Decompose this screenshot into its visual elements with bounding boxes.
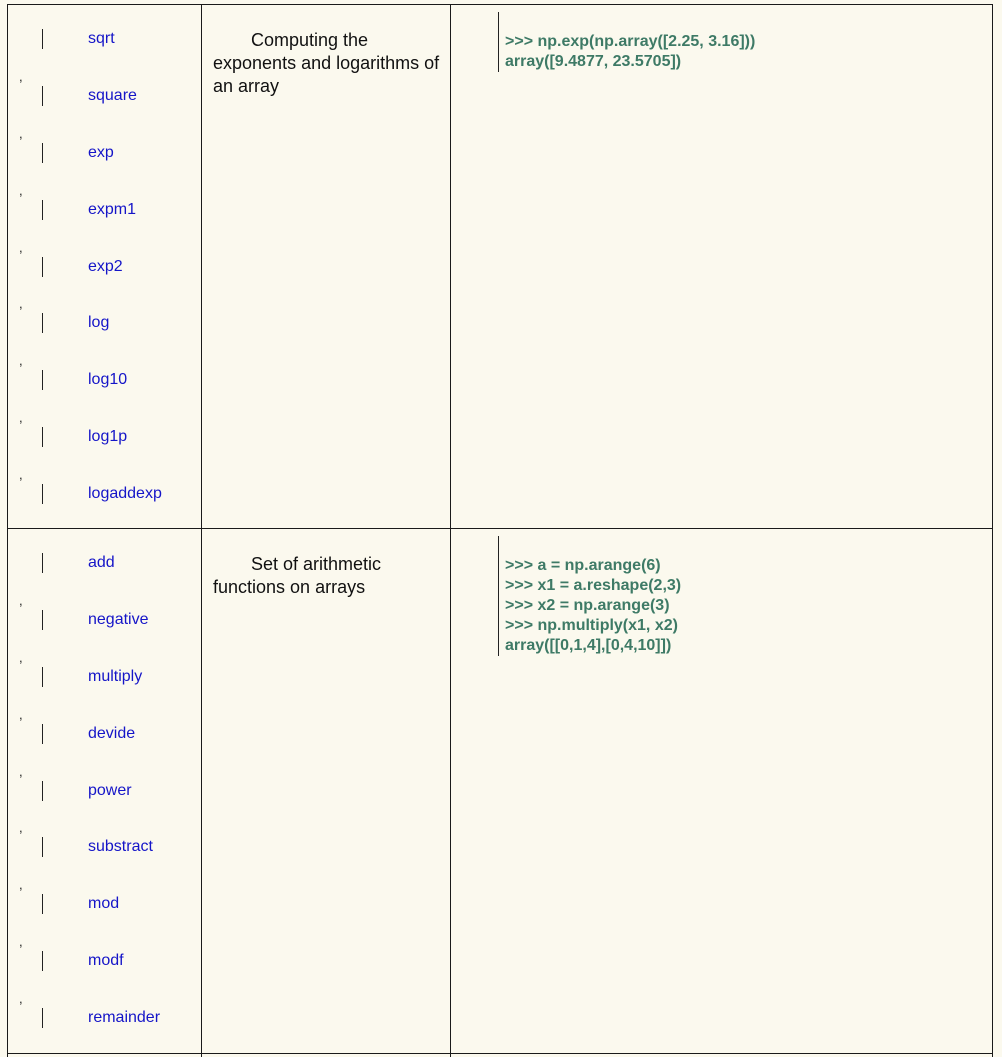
list-separator: , xyxy=(19,991,23,1006)
list-item-marker xyxy=(42,313,43,333)
code-example xyxy=(498,12,755,72)
code-line: >>> np.exp(np.array([2.25, 3.16])) xyxy=(505,33,756,50)
list-item xyxy=(8,593,201,632)
list-item xyxy=(8,126,201,165)
list-separator: , xyxy=(19,934,23,949)
list-item-marker xyxy=(42,86,43,106)
code-line: >>> np.multiply(x1, x2) xyxy=(505,617,678,634)
function-link-sqrt[interactable]: sqrt xyxy=(88,30,115,47)
code-example xyxy=(498,536,681,656)
list-item-marker xyxy=(42,667,43,687)
list-separator: , xyxy=(19,877,23,892)
list-item xyxy=(8,183,201,222)
list-separator: , xyxy=(19,69,23,84)
function-link-substract[interactable]: substract xyxy=(88,838,153,855)
list-item-marker xyxy=(42,951,43,971)
list-item-marker xyxy=(42,257,43,277)
list-item-marker xyxy=(42,29,43,49)
list-item xyxy=(8,707,201,746)
list-item xyxy=(8,820,201,859)
list-item xyxy=(8,69,201,108)
code-line: >>> x1 = a.reshape(2,3) xyxy=(505,577,682,594)
list-item xyxy=(8,877,201,916)
function-link-modf[interactable]: modf xyxy=(88,952,124,969)
function-link-log[interactable]: log xyxy=(88,314,110,331)
list-separator: , xyxy=(19,593,23,608)
list-item-marker xyxy=(42,837,43,857)
code-line: array([9.4877, 23.5705]) xyxy=(505,53,682,70)
list-item-marker xyxy=(42,370,43,390)
function-list xyxy=(8,5,201,528)
table-row xyxy=(8,529,992,1053)
row-description: Set of arithmetic functions on arrays xyxy=(213,554,382,597)
list-separator: , xyxy=(19,707,23,722)
list-item xyxy=(8,991,201,1030)
list-item xyxy=(8,764,201,803)
list-item xyxy=(8,240,201,279)
list-separator: , xyxy=(19,764,23,779)
function-link-mod[interactable]: mod xyxy=(88,895,120,912)
function-link-power[interactable]: power xyxy=(88,782,132,799)
function-list xyxy=(8,529,201,1053)
function-link-add[interactable]: add xyxy=(88,554,115,571)
list-item xyxy=(8,553,201,575)
list-item-marker xyxy=(42,484,43,504)
code-line: >>> a = np.arange(6) xyxy=(505,557,661,574)
list-item-marker xyxy=(42,427,43,447)
list-separator: , xyxy=(19,126,23,141)
function-link-exp[interactable]: exp xyxy=(88,144,114,161)
list-item xyxy=(8,353,201,392)
code-line: array([[0,1,4],[0,4,10]]) xyxy=(505,637,672,654)
table-bottom-border xyxy=(7,1053,993,1054)
function-link-negative[interactable]: negative xyxy=(88,611,149,628)
function-link-square[interactable]: square xyxy=(88,87,137,104)
list-separator: , xyxy=(19,650,23,665)
list-item-marker xyxy=(42,553,43,573)
function-link-expm1[interactable]: expm1 xyxy=(88,201,137,218)
list-item-marker xyxy=(42,143,43,163)
list-item xyxy=(8,650,201,689)
list-separator: , xyxy=(19,820,23,835)
list-separator: , xyxy=(19,183,23,198)
table-right-border xyxy=(992,4,993,1057)
list-item-marker xyxy=(42,1008,43,1028)
list-item xyxy=(8,934,201,973)
list-separator: , xyxy=(19,353,23,368)
list-item xyxy=(8,410,201,449)
list-item-marker xyxy=(42,724,43,744)
list-item-marker xyxy=(42,894,43,914)
function-link-devide[interactable]: devide xyxy=(88,725,136,742)
function-link-remainder[interactable]: remainder xyxy=(88,1009,161,1026)
list-separator: , xyxy=(19,240,23,255)
function-link-logaddexp[interactable]: logaddexp xyxy=(88,485,162,502)
list-item-marker xyxy=(42,200,43,220)
list-item xyxy=(8,29,201,51)
table-row xyxy=(8,5,992,528)
list-separator: , xyxy=(19,467,23,482)
list-item xyxy=(8,467,201,506)
function-link-exp2[interactable]: exp2 xyxy=(88,258,123,275)
list-item xyxy=(8,296,201,335)
row-description: Computing the exponents and logarithms of an array xyxy=(213,30,440,96)
list-item-marker xyxy=(42,781,43,801)
function-link-log1p[interactable]: log1p xyxy=(88,428,128,445)
function-link-multiply[interactable]: multiply xyxy=(88,668,143,685)
list-separator: , xyxy=(19,296,23,311)
function-link-log10[interactable]: log10 xyxy=(88,371,128,388)
code-line: >>> x2 = np.arange(3) xyxy=(505,597,670,614)
list-item-marker xyxy=(42,610,43,630)
list-separator: , xyxy=(19,410,23,425)
